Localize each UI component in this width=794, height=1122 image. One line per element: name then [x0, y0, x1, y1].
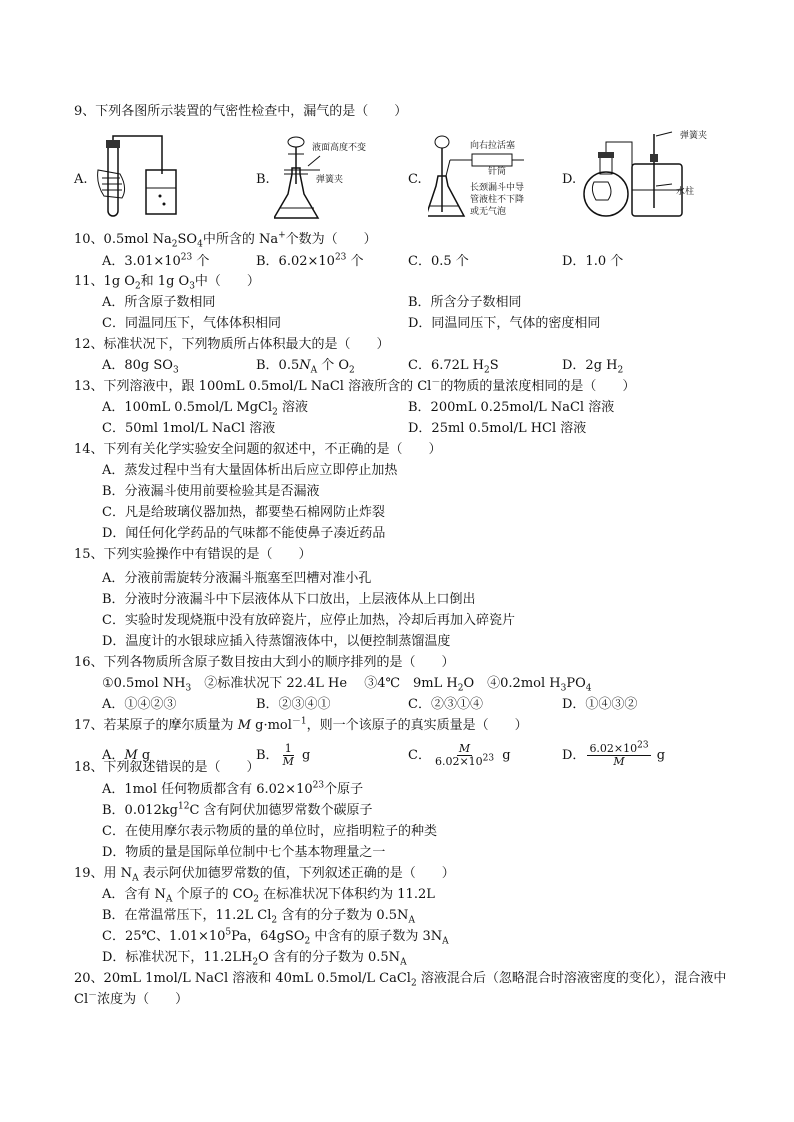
- q9-label-d: D.: [562, 172, 577, 187]
- q14-option-a: A．蒸发过程中当有大量固体析出后应立即停止加热: [102, 463, 398, 478]
- q11-option-d: D．同温同压下，气体的密度相同: [408, 316, 601, 331]
- q19-option-c: C．25℃、$1.01\times 10^5Pa$，64gSO$_2$ 中含有的原子数为 $3N_A$: [102, 927, 449, 947]
- q12-option-c: C．6.72L $H_2S$: [408, 358, 499, 376]
- q16-option-b: B．②③④①: [256, 697, 331, 712]
- q9-figd-note-1: 弹簧夹: [680, 131, 708, 141]
- q9-figure-d: [580, 128, 690, 224]
- q9-figc-note-4: 管液柱不下降: [470, 195, 525, 205]
- q10-stem: 10、0.5mol $Na_2SO_4$中所含的 Na+个数为（ ）: [74, 230, 377, 250]
- q14-option-b: B．分液漏斗使用前要检验其是否漏液: [102, 484, 320, 499]
- q15-option-b: B．分液时分液漏斗中下层液体从下口放出，上层液体从上口倒出: [102, 592, 476, 607]
- q9-figc-note-3: 长颈漏斗中导: [470, 183, 525, 193]
- q16-option-a: A．①④②③: [102, 697, 177, 712]
- q20-stem-line-1: 20、20mL 1mol/L NaCl 溶液和 40mL 0.5mol/L CaCl$_2$ 溶液混合后（忽略混合时溶液密度的变化），混合液中: [74, 971, 727, 989]
- q12-option-b: B．$0.5N_A$ 个 $O_2$: [256, 358, 355, 376]
- q16-items: ①0.5mol $NH_3$ ②标准状况下 22.4L He ③4℃ 9mL $H_2O$ ④0.2mol $H_3PO_4$: [102, 676, 592, 694]
- q20-stem-line-2: Cl－浓度为（ ）: [74, 990, 189, 1007]
- q10-option-a: A．$3.01\times 10^{23}$ 个: [102, 252, 210, 269]
- q19-option-a: A．含有 $N_A$ 个原子的 $CO_2$ 在标准状况下体积约为 11.2L: [102, 887, 435, 905]
- q17-stem: 17、若某原子的摩尔质量为 M g·mol$^{-1}$，则一个该原子的真实质量是（ ）: [74, 716, 528, 733]
- q13-option-c: C．50ml 1mol/L NaCl 溶液: [102, 421, 276, 436]
- q15-option-d: D．温度计的水银球应插入待蒸馏液体中，以便控制蒸馏温度: [102, 634, 451, 649]
- q9-label-a: A.: [74, 172, 88, 187]
- q15-option-a: A．分液前需旋转分液漏斗瓶塞至凹槽对准小孔: [102, 571, 372, 586]
- q11-option-a: A．所含原子数相同: [102, 295, 216, 310]
- q16-option-c: C．②③①④: [408, 697, 483, 712]
- q12-stem: 12、标准状况下，下列物质所占体积最大的是（ ）: [74, 337, 390, 352]
- q18-option-d: D．物质的量是国际单位制中七个基本物理量之一: [102, 845, 386, 860]
- q12-option-d: D．2g $H_2$: [562, 358, 624, 376]
- q9-figc-note-5: 或无气泡: [470, 207, 507, 217]
- q19-option-d: D．标准状况下，$11.2LH_2O$ 含有的分子数为 $0.5N_A$: [102, 950, 407, 968]
- q16-stem: 16、下列各物质所含原子数目按由大到小的顺序排列的是（ ）: [74, 655, 455, 670]
- q17-option-c: C． $\frac{M}{6.02\times 10^{23}}$ g: [408, 742, 511, 768]
- q17-option-a: A．M g: [102, 748, 151, 763]
- q14-option-d: D．闻任何化学药品的气味都不能使鼻子凑近药品: [102, 526, 386, 541]
- q15-option-c: C．实验时发现烧瓶中没有放碎瓷片，应停止加热，冷却后再加入碎瓷片: [102, 613, 515, 628]
- q13-option-a: A．100mL 0.5mol/L MgCl$_2$ 溶液: [102, 400, 309, 418]
- q18-option-a: A．1mol 任何物质都含有 $6.02\times 10^{23}$个原子: [102, 780, 364, 797]
- q14-stem: 14、下列有关化学实验安全问题的叙述中，不正确的是（ ）: [74, 442, 442, 457]
- q18-stem: 18、下列叙述错误的是（ ）: [74, 760, 260, 775]
- q15-stem: 15、下列实验操作中有错误的是（ ）: [74, 547, 312, 562]
- q9-stem: 9、下列各图所示装置的气密性检查中，漏气的是（ ）: [74, 104, 408, 119]
- q9-figd-note-2: 水柱: [676, 187, 695, 197]
- q13-stem: 13、下列溶液中，跟 100mL 0.5mol/L NaCl 溶液所含的 Cl－的物质的量浓度相同的是（ ）: [74, 377, 636, 394]
- q18-option-b: B．$0.012kg^{12}C$ 含有阿伏加德罗常数个碳原子: [102, 801, 373, 818]
- q19-option-b: B．在常温常压下，11.2L $Cl_2$ 含有的分子数为 $0.5N_A$: [102, 908, 415, 926]
- q18-option-c: C．在使用摩尔表示物质的量的单位时，应指明粒子的种类: [102, 824, 437, 839]
- q17-option-b: B． $\frac{1}{M}$ g: [256, 742, 311, 768]
- q11-option-b: B．所含分子数相同: [408, 295, 522, 310]
- q19-stem: 19、用 $N_A$ 表示阿伏加德罗常数的值，下列叙述正确的是（ ）: [74, 866, 455, 884]
- q9-figure-a: [94, 134, 184, 224]
- q13-option-b: B．200mL 0.25mol/L NaCl 溶液: [408, 400, 615, 415]
- q16-option-d: D．①④③②: [562, 697, 638, 712]
- q10-option-c: C．0.5 个: [408, 254, 469, 269]
- q14-option-c: C．凡是给玻璃仪器加热，都要垫石棉网防止炸裂: [102, 505, 385, 520]
- q11-stem: 11、1g $O_2$和 1g $O_3$中（ ）: [74, 274, 260, 292]
- q10-option-d: D．1.0 个: [562, 254, 624, 269]
- q10-option-b: B．$6.02\times 10^{23}$ 个: [256, 252, 364, 269]
- q13-option-d: D．25ml 0.5mol/L HCl 溶液: [408, 421, 587, 436]
- q9-figb-note-2: 弹簧夹: [316, 175, 344, 185]
- q12-option-a: A．80g $SO_3$: [102, 358, 179, 376]
- q9-figc-note-1: 向右拉活塞: [470, 141, 516, 151]
- q11-option-c: C．同温同压下，气体体积相同: [102, 316, 281, 331]
- q17-option-d: D． $\frac{6.02\times 10^{23}}{M}$ g: [562, 740, 666, 768]
- q9-figc-note-2: 针筒: [488, 167, 507, 177]
- q9-figb-note-1: 液面高度不变: [312, 143, 367, 153]
- q9-label-c: C.: [408, 172, 422, 187]
- q9-label-b: B.: [256, 172, 270, 187]
